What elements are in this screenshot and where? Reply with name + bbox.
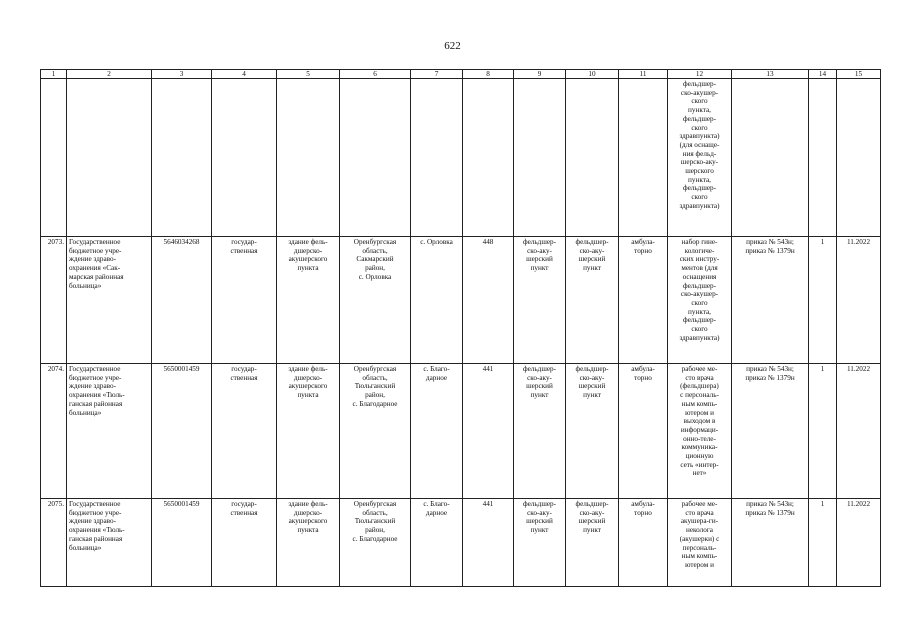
population-cell: 441: [482, 500, 494, 508]
column-numbers-row: [41, 70, 881, 79]
unit-cell: фельдшер- ско-аку- шерский пункт: [575, 500, 609, 535]
quantity-cell: 1: [820, 500, 825, 508]
row-number: 2073.: [47, 238, 64, 246]
inn-cell: 5650001459: [163, 365, 200, 373]
unit-cell: фельдшер- ско-аку- шерский пункт: [575, 365, 609, 400]
order-cell: приказ № 543н; приказ № 1379н: [745, 365, 795, 382]
unit-cell: фельдшер- ско-аку- шерский пункт: [522, 238, 557, 273]
quantity-cell: 1: [820, 238, 825, 246]
row-number: 2074.: [47, 365, 64, 373]
care-type-cell: амбула- торно: [631, 500, 655, 517]
equipment-cell: рабочее ме- сто врача акушера-ги- неколога (акушерки) с персональ- ным компь- ютером и: [679, 500, 720, 569]
col-header: 2: [67, 70, 152, 79]
col-header: 12: [668, 70, 732, 79]
col-header: 15: [837, 70, 881, 79]
locality-cell: с. Орловка: [420, 238, 453, 246]
equipment-cell: фельдшер- ско-акушер- ского пункта, фельдшер- ского здравпункта) (для оснаще- ния фельд- шерско-аку- шерского пункта, фельдшер- ского здравпункта): [679, 80, 720, 210]
address-cell: Оренбургская область, Тюльганский район, с. Благодарное: [352, 500, 398, 543]
building-cell: здание фель- дшерско- акушерского пункта: [288, 500, 328, 535]
address-cell: Оренбургская область, Сакмарский район, с. Орловка: [353, 238, 397, 281]
unit-cell: фельдшер- ско-аку- шерский пункт: [522, 500, 557, 535]
equipment-cell: набор гине- кологиче- ских инстру- ментов (для оснащения фельдшер- ско-акушер- ского пункта, фельдшер- ского здравпункта): [679, 238, 720, 342]
col-header: 13: [732, 70, 809, 79]
order-cell: приказ № 543н; приказ № 1379н: [745, 500, 795, 517]
equipment-cell: рабочее ме- сто врача (фельдшера) с персональ- ным компь- ютером и выходом в информаци- онно-теле- коммуника- ционную сеть «интер- нет»: [680, 365, 719, 478]
organization-cell: Государственное бюджетное учре- ждение здраво- охранения «Тюль- ганская районная больница»: [69, 365, 125, 417]
col-header: 5: [277, 70, 340, 79]
date-cell: 11.2022: [846, 500, 871, 508]
ownership-cell: государ- ственная: [230, 238, 258, 255]
inn-cell: 5646034268: [163, 238, 200, 246]
row-number: 2075.: [47, 500, 64, 508]
building-cell: здание фель- дшерско- акушерского пункта: [288, 238, 328, 273]
order-cell: приказ № 543н; приказ № 1379н: [745, 238, 795, 255]
table-row: [41, 499, 881, 587]
page-number: 622: [444, 40, 461, 52]
building-cell: здание фель- дшерско- акушерского пункта: [288, 365, 328, 400]
locality-cell: с. Благо- дарное: [423, 500, 450, 517]
care-type-cell: амбула- торно: [631, 365, 655, 382]
population-cell: 441: [482, 365, 494, 373]
inn-cell: 5650001459: [163, 500, 200, 508]
continuation-row: [41, 79, 881, 237]
ownership-cell: государ- ственная: [230, 500, 258, 517]
unit-cell: фельдшер- ско-аку- шерский пункт: [522, 365, 557, 400]
col-header: 8: [463, 70, 514, 79]
col-header: 4: [212, 70, 277, 79]
ownership-cell: государ- ственная: [230, 365, 258, 382]
population-cell: 448: [482, 238, 494, 246]
col-header: 9: [514, 70, 566, 79]
col-header: 14: [809, 70, 837, 79]
col-header: 3: [152, 70, 212, 79]
col-header: 10: [566, 70, 619, 79]
registry-table: [40, 69, 881, 587]
organization-cell: Государственное бюджетное учре- ждение здраво- охранения «Тюль- ганская районная больница»: [69, 500, 125, 552]
date-cell: 11.2022: [846, 238, 871, 246]
col-header: 7: [411, 70, 463, 79]
col-header: 1: [41, 70, 67, 79]
table-row: [41, 364, 881, 499]
unit-cell: фельдшер- ско-аку- шерский пункт: [575, 238, 609, 273]
quantity-cell: 1: [820, 365, 825, 373]
table-row: [41, 237, 881, 364]
locality-cell: с. Благо- дарное: [423, 365, 450, 382]
col-header: 11: [619, 70, 668, 79]
col-header: 6: [340, 70, 411, 79]
address-cell: Оренбургская область, Тюльганский район, с. Благодарное: [352, 365, 398, 408]
organization-cell: Государственное бюджетное учре- ждение здраво- охранения «Сак- марская районная больница»: [69, 238, 124, 290]
care-type-cell: амбула- торно: [631, 238, 655, 255]
date-cell: 11.2022: [846, 365, 871, 373]
